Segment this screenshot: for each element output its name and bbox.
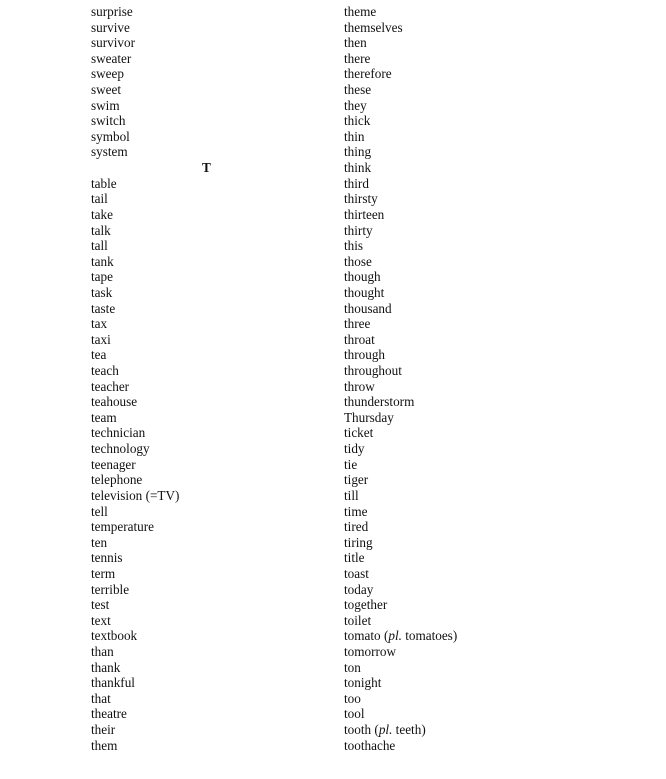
vocabulary-entry <box>344 613 644 629</box>
entry-word: tiger <box>344 472 369 488</box>
vocabulary-entry <box>91 347 321 363</box>
entry-word: thirty <box>344 222 373 238</box>
vocabulary-entry <box>91 176 321 192</box>
vocabulary-entry <box>91 441 321 457</box>
entry-word: thankful <box>91 675 135 691</box>
entry-word: thirsty <box>344 191 378 207</box>
vocabulary-entry <box>91 191 321 207</box>
vocabulary-entry <box>91 301 321 317</box>
vocabulary-entry <box>344 394 644 410</box>
vocabulary-entry <box>344 363 644 379</box>
vocabulary-entry <box>91 129 321 145</box>
entry-word: tea <box>91 347 107 363</box>
vocabulary-entry <box>91 269 321 285</box>
vocabulary-entry <box>91 535 321 551</box>
entry-word: thousand <box>344 300 392 316</box>
entry-word: system <box>91 144 128 160</box>
entry-word: teach <box>91 363 119 379</box>
vocabulary-entry <box>91 691 321 707</box>
entry-word: thin <box>344 128 365 144</box>
entry-word: taxi <box>91 331 111 347</box>
vocabulary-entry <box>344 285 644 301</box>
vocabulary-entry <box>91 504 321 520</box>
entry-word: till <box>344 487 359 503</box>
vocabulary-entry <box>344 738 644 754</box>
vocabulary-entry <box>91 82 321 98</box>
vocabulary-entry <box>91 51 321 67</box>
vocabulary-entry <box>91 207 321 223</box>
section-letter-heading: T <box>202 160 211 176</box>
vocabulary-entry: tooth (pl. teeth) <box>344 722 426 738</box>
vocabulary-entry <box>91 613 321 629</box>
vocabulary-entry <box>344 301 644 317</box>
vocabulary-entry <box>91 722 321 738</box>
entry-word: too <box>344 690 361 706</box>
plural-form: teeth <box>395 722 422 738</box>
vocabulary-entry <box>344 457 644 473</box>
entry-word: tape <box>91 269 113 285</box>
entry-word: tidy <box>344 441 365 457</box>
entry-word: these <box>344 82 372 98</box>
vocabulary-entry <box>91 379 321 395</box>
entry-word: theme <box>344 4 377 19</box>
entry-word: television (=TV) <box>91 487 180 503</box>
vocabulary-entry <box>91 738 321 754</box>
entry-word: swim <box>91 97 120 113</box>
entry-word: thick <box>344 113 371 129</box>
entry-word: tie <box>344 456 358 472</box>
vocabulary-entry <box>344 441 644 457</box>
vocabulary-entry <box>344 379 644 395</box>
vocabulary-entry <box>344 113 644 129</box>
entry-word: ton <box>344 659 361 675</box>
vocabulary-entry <box>91 706 321 722</box>
entry-word: tooth <box>344 722 372 738</box>
vocabulary-entry <box>344 66 644 82</box>
entry-word: tomato <box>344 628 381 644</box>
entry-word: teacher <box>91 378 130 394</box>
vocabulary-entry <box>344 472 644 488</box>
vocabulary-entry <box>344 207 644 223</box>
vocabulary-entry <box>91 66 321 82</box>
plural-label: pl. <box>388 628 402 644</box>
entry-word: together <box>344 597 388 613</box>
entry-word: theatre <box>91 706 127 722</box>
entry-word: this <box>344 238 364 254</box>
vocabulary-entry <box>91 4 321 20</box>
vocabulary-entry <box>91 98 321 114</box>
vocabulary-entry <box>91 238 321 254</box>
entry-word: temperature <box>91 519 154 535</box>
entry-word: throughout <box>344 363 402 379</box>
entry-word: there <box>344 50 371 66</box>
vocabulary-entry <box>344 706 644 722</box>
vocabulary-entry <box>91 675 321 691</box>
vocabulary-entry <box>344 660 644 676</box>
entry-word: than <box>91 643 114 659</box>
vocabulary-entry <box>344 535 644 551</box>
entry-word: thunderstorm <box>344 394 415 410</box>
entry-word: then <box>344 35 367 51</box>
vocabulary-entry <box>91 144 321 160</box>
entry-word: tool <box>344 706 365 722</box>
vocabulary-entry <box>91 457 321 473</box>
vocabulary-entry <box>91 254 321 270</box>
entry-word: toothache <box>344 737 396 753</box>
vocabulary-entry <box>91 332 321 348</box>
vocabulary-entry <box>91 363 321 379</box>
vocabulary-entry <box>344 4 644 20</box>
entry-word: tennis <box>91 550 123 566</box>
entry-word: tomorrow <box>344 643 397 659</box>
entry-word: those <box>344 253 372 269</box>
vocabulary-entry <box>91 660 321 676</box>
entry-word: technology <box>91 441 150 457</box>
vocabulary-entry <box>91 223 321 239</box>
vocabulary-entry <box>91 285 321 301</box>
entry-word: time <box>344 503 368 519</box>
vocabulary-entry <box>344 20 644 36</box>
vocabulary-entry <box>91 472 321 488</box>
vocabulary-entry <box>344 35 644 51</box>
vocabulary-entry <box>344 691 644 707</box>
entry-word: toast <box>344 565 369 581</box>
entry-word: through <box>344 347 386 363</box>
entry-word: Thursday <box>344 409 394 425</box>
entry-word: tired <box>344 519 369 535</box>
entry-word: tall <box>91 238 108 254</box>
vocabulary-entry <box>91 566 321 582</box>
vocabulary-entry <box>344 176 644 192</box>
plural-form: tomatoes <box>405 628 453 644</box>
vocabulary-entry <box>344 254 644 270</box>
vocabulary-entry <box>344 410 644 426</box>
entry-word: though <box>344 269 381 285</box>
entry-word: tell <box>91 503 108 519</box>
vocabulary-entry <box>91 550 321 566</box>
vocabulary-entry <box>344 51 644 67</box>
entry-word: task <box>91 284 113 300</box>
entry-word: think <box>344 160 372 176</box>
vocabulary-entry <box>344 644 644 660</box>
entry-word: taste <box>91 300 116 316</box>
entry-word: sweep <box>91 66 124 82</box>
entry-word: symbol <box>91 128 130 144</box>
vocabulary-entry <box>344 550 644 566</box>
vocabulary-entry <box>344 144 644 160</box>
entry-word: surprise <box>91 4 133 19</box>
entry-word: telephone <box>91 472 143 488</box>
entry-word: sweater <box>91 50 132 66</box>
entry-word: tiring <box>344 534 373 550</box>
vocabulary-entry <box>344 316 644 332</box>
entry-word: tank <box>91 253 114 269</box>
entry-word: that <box>91 690 111 706</box>
entry-word: test <box>91 597 110 613</box>
entry-word: tail <box>91 191 108 207</box>
vocabulary-entry <box>344 566 644 582</box>
entry-word: terrible <box>91 581 130 597</box>
vocabulary-entry <box>91 20 321 36</box>
entry-word: teahouse <box>91 394 138 410</box>
vocabulary-entry <box>344 347 644 363</box>
vocabulary-entry <box>91 410 321 426</box>
vocabulary-entry <box>344 223 644 239</box>
entry-word: today <box>344 581 374 597</box>
vocabulary-entry <box>344 160 644 176</box>
entry-word: text <box>91 612 111 628</box>
vocabulary-entry <box>344 129 644 145</box>
entry-word: table <box>91 175 117 191</box>
vocabulary-entry <box>344 191 644 207</box>
entry-word: ticket <box>344 425 374 441</box>
entry-word: throw <box>344 378 375 394</box>
vocabulary-entry <box>344 675 644 691</box>
entry-word: throat <box>344 331 375 347</box>
entry-word: thirteen <box>344 206 385 222</box>
vocabulary-entry <box>344 425 644 441</box>
entry-word: toilet <box>344 612 372 628</box>
entry-word: switch <box>91 113 126 129</box>
vocabulary-entry <box>91 582 321 598</box>
entry-word: sweet <box>91 82 122 98</box>
entry-word: thought <box>344 284 385 300</box>
entry-word: them <box>91 737 118 753</box>
entry-word: technician <box>91 425 146 441</box>
vocabulary-entry <box>91 644 321 660</box>
entry-word: tax <box>91 316 108 332</box>
vocabulary-entry <box>344 582 644 598</box>
entry-word: three <box>344 316 371 332</box>
entry-word: term <box>91 565 116 581</box>
entry-word: they <box>344 97 367 113</box>
entry-word: survive <box>91 19 130 35</box>
entry-word: thank <box>91 659 121 675</box>
entry-word: their <box>91 722 116 738</box>
vocabulary-entry <box>91 628 321 644</box>
word-list-left-column <box>91 4 321 753</box>
entry-word: third <box>344 175 369 191</box>
vocabulary-entry <box>344 519 644 535</box>
vocabulary-entry: tomato (pl. tomatoes) <box>344 628 458 644</box>
entry-word: thing <box>344 144 372 160</box>
vocabulary-entry <box>91 316 321 332</box>
entry-word: themselves <box>344 19 403 35</box>
vocabulary-entry <box>344 82 644 98</box>
entry-word: textbook <box>91 628 138 644</box>
vocabulary-entry <box>91 113 321 129</box>
vocabulary-entry <box>344 238 644 254</box>
entry-word: survivor <box>91 35 135 51</box>
vocabulary-entry <box>344 98 644 114</box>
vocabulary-entry <box>344 332 644 348</box>
entry-word: team <box>91 409 117 425</box>
entry-word: tonight <box>344 675 382 691</box>
vocabulary-entry <box>91 394 321 410</box>
word-list-right-column <box>344 4 644 753</box>
vocabulary-entry <box>344 269 644 285</box>
entry-word: take <box>91 206 113 222</box>
entry-word: talk <box>91 222 111 238</box>
vocabulary-entry <box>344 504 644 520</box>
vocabulary-entry <box>91 519 321 535</box>
entry-word: title <box>344 550 365 566</box>
vocabulary-entry <box>91 35 321 51</box>
vocabulary-entry <box>344 488 644 504</box>
vocabulary-entry <box>344 597 644 613</box>
entry-word: therefore <box>344 66 392 82</box>
vocabulary-entry <box>91 488 321 504</box>
entry-word: ten <box>91 534 108 550</box>
entry-word: teenager <box>91 456 136 472</box>
vocabulary-entry <box>91 597 321 613</box>
vocabulary-entry <box>91 425 321 441</box>
plural-label: pl. <box>378 722 393 738</box>
